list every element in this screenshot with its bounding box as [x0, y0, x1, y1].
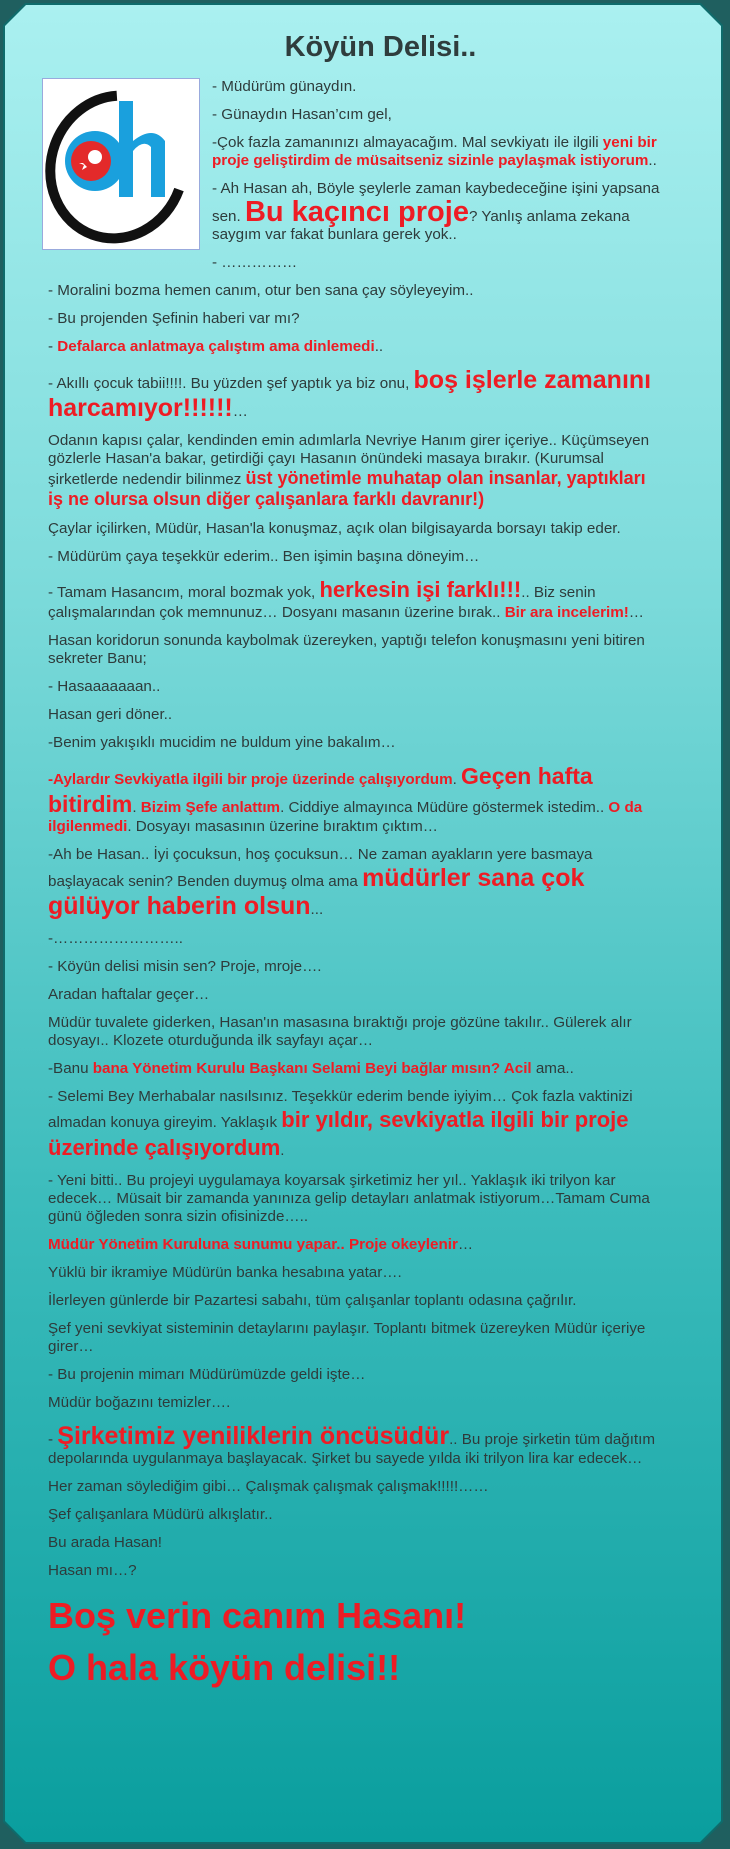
dialog-line: - Moralini bozma hemen canım, otur ben sana çay söyleyeyim.. [48, 282, 474, 299]
narration: Hasan geri döner.. [48, 706, 173, 723]
dialog-line: -Çok fazla zamanınızı almayacağım. Mal sevkiyatı ile ilgili yeni bir proje geliştirdim de müsaitseniz sizinle paylaşmak istiyorum.. [212, 134, 657, 169]
closing-line: Boş verin canım Hasanı! [48, 1595, 467, 1636]
narration: Aradan haftalar geçer… [48, 986, 210, 1003]
dialog-line: - Defalarca anlatmaya çalıştım ama dinlemedi.. [48, 338, 384, 355]
dialog-line: - Bu projenin mimarı Müdürümüzde geldi işte… [48, 1366, 366, 1383]
narration: Hasan mı…? [48, 1562, 137, 1579]
story-content [48, 30, 663, 1694]
page-title: Köyün Delisi.. [284, 31, 477, 63]
narration: Yüklü bir ikramiye Müdürün banka hesabına yatar…. [48, 1264, 402, 1281]
dialog-line: - Günaydın Hasan’cım gel, [212, 106, 392, 123]
narration: Çaylar içilirken, Müdür, Hasan'la konuşmaz, açık olan bilgisayarda borsayı takip eder. [48, 520, 621, 537]
dialog-line: -Ah be Hasan.. İyi çocuksun, hoş çocuksun… Ne zaman ayakların yere basmaya başlayacak senin? Benden duymuş olma ama müdürler sana çok gülüyor haberin olsun... [48, 846, 593, 920]
narration: Bu arada Hasan! [48, 1534, 162, 1551]
dialog-line: - Şirketimiz yeniliklerin öncüsüdür.. Bu proje şirketin tüm dağıtım depolarında uygulanmaya başlayacak. Şirket bu sayede yılda iki trilyon lira kar edecek… [48, 1422, 656, 1467]
narration: Odanın kapısı çalar, kendinden emin adımlarla Nevriye Hanım girer içeriye.. Küçümseyen gözlerle Hasan'a bakar, getirdiği çayı Hasanın önündeki masaya bırakır. (Kurumsal şirketlerde nedendir bilinmez üst yönetimle muhatap olan insanlar, yaptıkları iş ne olursa olsun diğer çalışanlara farklı davranır!) [48, 432, 650, 509]
dialog-line: - Akıllı çocuk tabii!!!!. Bu yüzden şef yaptık ya biz onu, boş işlerle zamanını harcamıyor!!!!!!… [48, 366, 652, 422]
dialog-line: -Aylardır Sevkiyatla ilgili bir proje üzerinde çalışıyordum. Geçen hafta bitirdim. Bizim Şefe anlattım. Ciddiye almayınca Müdüre göstermek istedim.. O da ilgilenmedi. Dosyayı masasının üzerine bıraktım çıktım… [48, 763, 643, 835]
narration: Müdür tuvalete giderken, Hasan'ın masasına bıraktığı proje gözüne takılır.. Gülerek alır dosyayı.. Klozete oturduğunda ilk sayfayı açar… [48, 1014, 632, 1049]
dialog-line: - Müdürüm günaydın. [212, 78, 357, 95]
dialog-line: -Banu bana Yönetim Kurulu Başkanı Selami Beyi bağlar mısın? Acil ama.. [48, 1060, 574, 1077]
dialog-line: - Müdürüm çaya teşekkür ederim.. Ben işimin başına döneyim… [48, 548, 480, 565]
dialog-line: Her zaman söylediğim gibi… Çalışmak çalışmak çalışmak!!!!!…… [48, 1478, 489, 1495]
dialog-line: -Benim yakışıklı mucidim ne buldum yine bakalım… [48, 734, 396, 751]
dialog-line: - Selemi Bey Merhabalar nasılsınız. Teşekkür ederim bende iyiyim… Çok fazla vaktinizi almadan konuya gireyim. Yaklaşık bir yıldır, sevkiyatla ilgili bir proje üzerinde çalışıyordum. [48, 1088, 633, 1160]
narration: Hasan koridorun sonunda kaybolmak üzereyken, yaptığı telefon konuşmasını yeni bitiren sekreter Banu; [48, 632, 645, 667]
narration: Müdür Yönetim Kuruluna sunumu yapar.. Proje okeylenir… [48, 1236, 474, 1253]
narration: Müdür boğazını temizler…. [48, 1394, 231, 1411]
narration: Şef çalışanlara Müdürü alkışlatır.. [48, 1506, 273, 1523]
dialog-line: - Tamam Hasancım, moral bozmak yok, herkesin işi farklı!!!.. Biz senin çalışmalarından çok memnunuz… Dosyanı masanın üzerine bırak.. Bir ara incelerim!… [48, 577, 644, 621]
narration: İlerleyen günlerde bir Pazartesi sabahı, tüm çalışanlar toplantı odasına çağrılır. [48, 1292, 577, 1309]
oh-logo-icon [42, 78, 200, 250]
dialog-line: - …………… [212, 254, 298, 271]
dialog-line: - Köyün delisi misin sen? Proje, mroje…. [48, 958, 322, 975]
dialog-line: - Ah Hasan ah, Böyle şeylerle zaman kaybedeceğine işini yapsana sen. Bu kaçıncı proje? Yanlış anlama zekana saygım var fakat bunlara gerek yok.. [212, 180, 660, 243]
dialog-line: -…………………….. [48, 930, 183, 947]
narration: Şef yeni sevkiyat sisteminin detaylarını paylaşır. Toplantı bitmek üzereyken Müdür içeriye girer… [48, 1320, 646, 1355]
dialog-line: - Bu projenden Şefinin haberi var mı? [48, 310, 300, 327]
closing-line: O hala köyün delisi!! [48, 1647, 401, 1688]
dialog-line: - Yeni bitti.. Bu projeyi uygulamaya koyarsak şirketimiz her yıl.. Yaklaşık iki trilyon kar edecek… Müsait bir zamanda yanınıza gelip detayları anlatmak istiyorum…Tamam Cuma günü öğleden sonra sizin ofisinizde….. [48, 1172, 650, 1225]
dialog-line: - Hasaaaaaaan.. [48, 678, 161, 695]
